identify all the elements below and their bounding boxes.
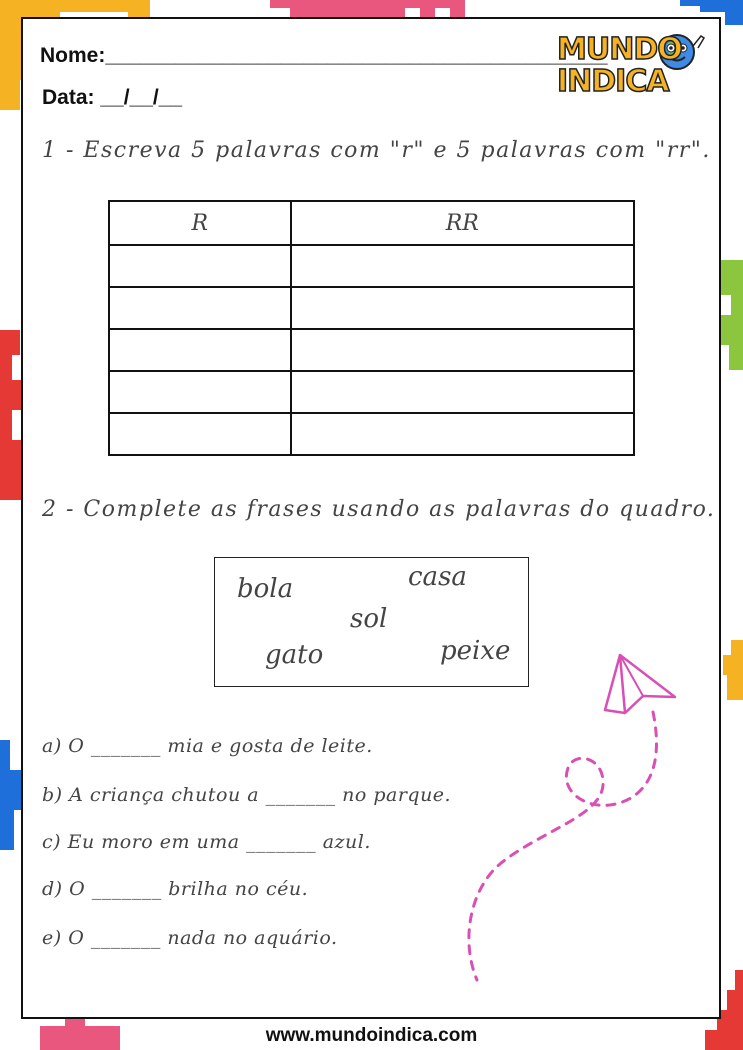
word-casa: casa	[408, 562, 467, 592]
table-cell[interactable]	[109, 329, 291, 371]
table-row	[109, 413, 634, 455]
sentence-e: e) O _______ nada no aquário.	[42, 927, 338, 949]
table-row	[109, 287, 634, 329]
question-2-text: 2 - Complete as frases usando as palavras do quadro.	[42, 497, 716, 522]
word-peixe: peixe	[440, 636, 511, 666]
left-red-block-icon	[0, 330, 22, 500]
name-field[interactable]: Nome:___________________________________________	[40, 44, 608, 67]
left-blue-block-icon	[0, 740, 22, 850]
table-cell[interactable]	[109, 245, 291, 287]
column-rr-header: RR	[291, 201, 634, 245]
table-cell[interactable]	[109, 371, 291, 413]
table-cell[interactable]	[109, 287, 291, 329]
question-1-text: 1 - Escreva 5 palavras com "r" e 5 palavras com "rr".	[42, 138, 711, 163]
mundo-indica-logo	[555, 32, 715, 102]
logo-wordmark-line2: INDICA	[557, 64, 669, 99]
word-sol: sol	[350, 604, 388, 634]
date-field[interactable]: Data: __/__/__	[42, 86, 183, 109]
table-cell[interactable]	[291, 245, 634, 287]
table-row	[109, 371, 634, 413]
column-r-header: R	[109, 201, 291, 245]
right-yellow-block-icon	[723, 640, 743, 700]
word-gato: gato	[265, 640, 324, 670]
paper-plane-icon	[465, 650, 685, 990]
logo-wordmark-line1: MUNDO	[557, 32, 682, 67]
word-bola: bola	[237, 574, 294, 604]
table-cell[interactable]	[291, 371, 634, 413]
table-row	[109, 329, 634, 371]
sentence-d: d) O _______ brilha no céu.	[42, 878, 309, 900]
sentence-a: a) O _______ mia e gosta de leite.	[42, 735, 373, 757]
sentence-c: c) Eu moro em uma _______ azul.	[42, 831, 371, 853]
table-cell[interactable]	[291, 413, 634, 455]
sentence-b: b) A criança chutou a _______ no parque.	[42, 784, 452, 806]
table-row	[109, 245, 634, 287]
table-cell[interactable]	[291, 287, 634, 329]
table-cell[interactable]	[109, 413, 291, 455]
r-rr-table	[108, 200, 635, 456]
footer-url[interactable]: www.mundoindica.com	[265, 1025, 478, 1046]
right-green-block-icon	[721, 260, 743, 370]
table-cell[interactable]	[291, 329, 634, 371]
